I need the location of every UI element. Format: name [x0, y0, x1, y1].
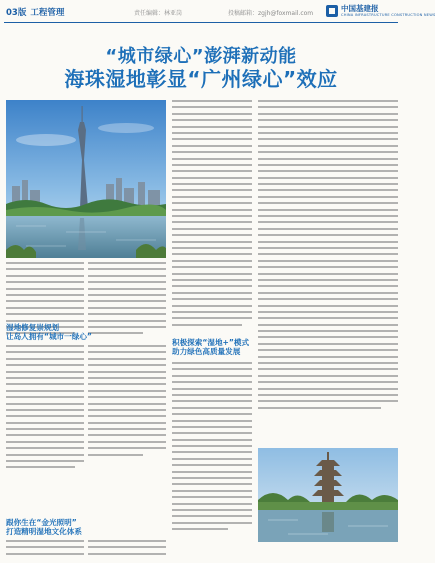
text-line [172, 100, 252, 102]
text-line [258, 189, 398, 191]
text-line [172, 388, 252, 390]
subheading-wetland-culture: 跟你生在“金光照明” 打造精明湿地文化体系 [6, 518, 82, 536]
text-line [6, 345, 84, 347]
text-line [88, 320, 166, 322]
text-line [6, 281, 84, 283]
text-line [88, 447, 166, 449]
text-line [88, 275, 166, 277]
headline-line-1: “城市绿心”澎湃新动能 [105, 46, 297, 67]
text-line [258, 241, 398, 243]
text-line [88, 345, 166, 347]
text-line [258, 209, 398, 211]
text-line [6, 441, 84, 443]
text-line [172, 202, 252, 204]
text-line [172, 106, 252, 108]
text-line [172, 209, 252, 211]
text-line [88, 358, 166, 360]
text-line [88, 396, 166, 398]
text-line [258, 381, 398, 383]
text-line [88, 553, 166, 555]
text-line [6, 294, 84, 296]
text-line [88, 428, 166, 430]
text-line [258, 388, 398, 390]
text-line [258, 298, 398, 300]
text-line [258, 119, 398, 121]
text-line [172, 158, 252, 160]
text-line [258, 266, 398, 268]
text-line [258, 247, 398, 249]
text-line [258, 279, 398, 281]
text-line [258, 394, 398, 396]
text-line [172, 496, 252, 498]
text-line [172, 509, 252, 511]
text-line [258, 336, 398, 338]
text-line [88, 294, 166, 296]
text-line [172, 266, 252, 268]
text-line [258, 132, 398, 134]
text-line [172, 458, 252, 460]
logo-text-cn: 中国基建报 [341, 4, 379, 13]
text-line [6, 275, 84, 277]
text-line [172, 189, 252, 191]
text-line [172, 311, 252, 313]
text-line [88, 262, 166, 264]
text-line [88, 364, 166, 366]
text-line [6, 460, 84, 462]
text-line [172, 298, 252, 300]
text-line [258, 177, 398, 179]
text-line [172, 464, 252, 466]
text-line [6, 428, 84, 430]
text-line [6, 268, 84, 270]
text-line [6, 371, 84, 373]
text-line [258, 234, 398, 236]
text-line [172, 445, 252, 447]
subheading-wetland-plus-model: 积极探索“湿地+”模式 助力绿色高质量发展 [172, 338, 250, 356]
text-line [88, 409, 166, 411]
article-column-3-top [172, 100, 252, 330]
text-line [172, 285, 252, 287]
text-line [258, 151, 398, 153]
text-line [88, 383, 166, 385]
text-line [172, 113, 252, 115]
text-line [172, 490, 252, 492]
text-line [172, 151, 252, 153]
text-line [258, 400, 398, 402]
text-line [258, 106, 398, 108]
text-line [6, 377, 84, 379]
text-line [172, 413, 252, 415]
text-line [172, 368, 252, 370]
text-line [172, 260, 252, 262]
text-line [258, 260, 398, 262]
article-column-3-bottom [172, 362, 252, 535]
page-code [6, 6, 64, 18]
section-name: 工程管理 [30, 8, 65, 18]
text-line [172, 394, 252, 396]
text-line [6, 396, 84, 398]
text-line [6, 351, 84, 353]
text-line [258, 113, 398, 115]
text-line [258, 349, 398, 351]
text-line [6, 403, 84, 405]
text-line [172, 279, 252, 281]
text-line [6, 358, 84, 360]
text-line [6, 313, 84, 315]
text-line [172, 138, 252, 140]
text-line [258, 285, 398, 287]
text-line [88, 288, 166, 290]
text-line [172, 451, 252, 453]
text-line [88, 268, 166, 270]
text-line [88, 441, 166, 443]
text-line [6, 466, 75, 468]
page-header [0, 0, 435, 26]
text-line [172, 164, 252, 166]
text-line [172, 305, 252, 307]
text-line [6, 409, 84, 411]
text-line [172, 420, 252, 422]
subheading-wetland-restoration: 湿地修复崇规划 让岛人拥有“城市一绿心” [6, 323, 92, 341]
text-line [172, 292, 252, 294]
text-line [172, 471, 252, 473]
text-line [172, 247, 252, 249]
text-line [258, 273, 398, 275]
text-line [6, 300, 84, 302]
text-line [6, 434, 84, 436]
text-line [258, 100, 398, 102]
pagoda-illustration [258, 448, 398, 542]
text-line [172, 407, 252, 409]
text-line [6, 415, 84, 417]
text-line [88, 390, 166, 392]
text-line [6, 540, 84, 542]
text-line [258, 324, 398, 326]
text-line [6, 262, 84, 264]
article-column-1-lower [6, 345, 84, 473]
canton-tower-illustration [6, 100, 166, 258]
text-line [172, 177, 252, 179]
logo-text-en: CHINA INFRASTRUCTURE CONSTRUCTION NEWS [341, 13, 435, 17]
text-line [172, 253, 252, 255]
text-line [258, 317, 398, 319]
text-line [172, 215, 252, 217]
text-line [258, 343, 398, 345]
text-line [258, 170, 398, 172]
text-line [88, 313, 166, 315]
text-line [88, 434, 166, 436]
text-line [172, 432, 252, 434]
submission-email: 投稿邮箱：zgjh@foxmail.com [228, 10, 314, 17]
text-line [172, 439, 252, 441]
text-line [172, 477, 252, 479]
text-line [172, 528, 228, 530]
text-line [258, 305, 398, 307]
wetland-city-photo [6, 100, 166, 258]
text-line [172, 273, 252, 275]
text-line [6, 320, 84, 322]
newspaper-logo [326, 3, 435, 21]
text-line [172, 183, 252, 185]
text-line [88, 546, 166, 548]
text-line [6, 546, 84, 548]
text-line [6, 553, 84, 555]
text-line [6, 454, 84, 456]
text-line [258, 253, 398, 255]
text-line [88, 371, 166, 373]
article-column-2-lower [88, 345, 166, 460]
text-line [172, 522, 252, 524]
article-column-4-text [258, 100, 398, 413]
text-line [258, 202, 398, 204]
text-line [172, 375, 252, 377]
text-line [172, 241, 252, 243]
headline-line-2: 海珠湿地彰显“广州绿心”效应 [64, 67, 338, 91]
article-column-1-bottom [6, 540, 84, 559]
text-line [258, 183, 398, 185]
text-line [172, 145, 252, 147]
text-line [172, 221, 252, 223]
text-line [6, 307, 84, 309]
text-line [172, 426, 252, 428]
text-line [258, 164, 398, 166]
text-line [172, 132, 252, 134]
text-line [172, 234, 252, 236]
text-line [258, 362, 398, 364]
text-line [6, 422, 84, 424]
text-line [88, 351, 166, 353]
text-line [172, 170, 252, 172]
text-line [88, 307, 166, 309]
text-line [88, 454, 143, 456]
text-line [88, 422, 166, 424]
page-number: 03版 [6, 8, 27, 18]
text-line [172, 400, 252, 402]
text-line [258, 138, 398, 140]
text-line [258, 215, 398, 217]
text-line [172, 228, 252, 230]
text-line [88, 403, 166, 405]
text-line [258, 375, 398, 377]
text-line [172, 324, 242, 326]
text-line [172, 362, 252, 364]
text-line [6, 447, 84, 449]
text-line [6, 383, 84, 385]
text-line [172, 119, 252, 121]
header-divider [4, 22, 398, 23]
text-line [258, 292, 398, 294]
text-line [258, 407, 381, 409]
text-line [258, 221, 398, 223]
text-line [172, 515, 252, 517]
text-line [172, 381, 252, 383]
logo-mark-icon [326, 5, 338, 17]
text-line [88, 415, 166, 417]
text-line [88, 540, 166, 542]
text-line [258, 330, 398, 332]
text-line [258, 356, 398, 358]
text-line [258, 228, 398, 230]
text-line [258, 368, 398, 370]
text-line [172, 483, 252, 485]
text-line [258, 126, 398, 128]
text-line [6, 390, 84, 392]
text-line [6, 364, 84, 366]
text-line [88, 377, 166, 379]
text-line [88, 281, 166, 283]
editor-credit: 责任编辑：林亚岗 [134, 10, 183, 17]
text-line [172, 503, 252, 505]
text-line [172, 317, 252, 319]
text-line [88, 300, 166, 302]
text-line [172, 126, 252, 128]
text-line [258, 145, 398, 147]
pagoda-wetland-photo [258, 448, 398, 542]
text-line [6, 288, 84, 290]
text-line [258, 311, 398, 313]
article-column-2-bottom [88, 540, 166, 559]
text-line [258, 158, 398, 160]
text-line [258, 196, 398, 198]
text-line [172, 196, 252, 198]
